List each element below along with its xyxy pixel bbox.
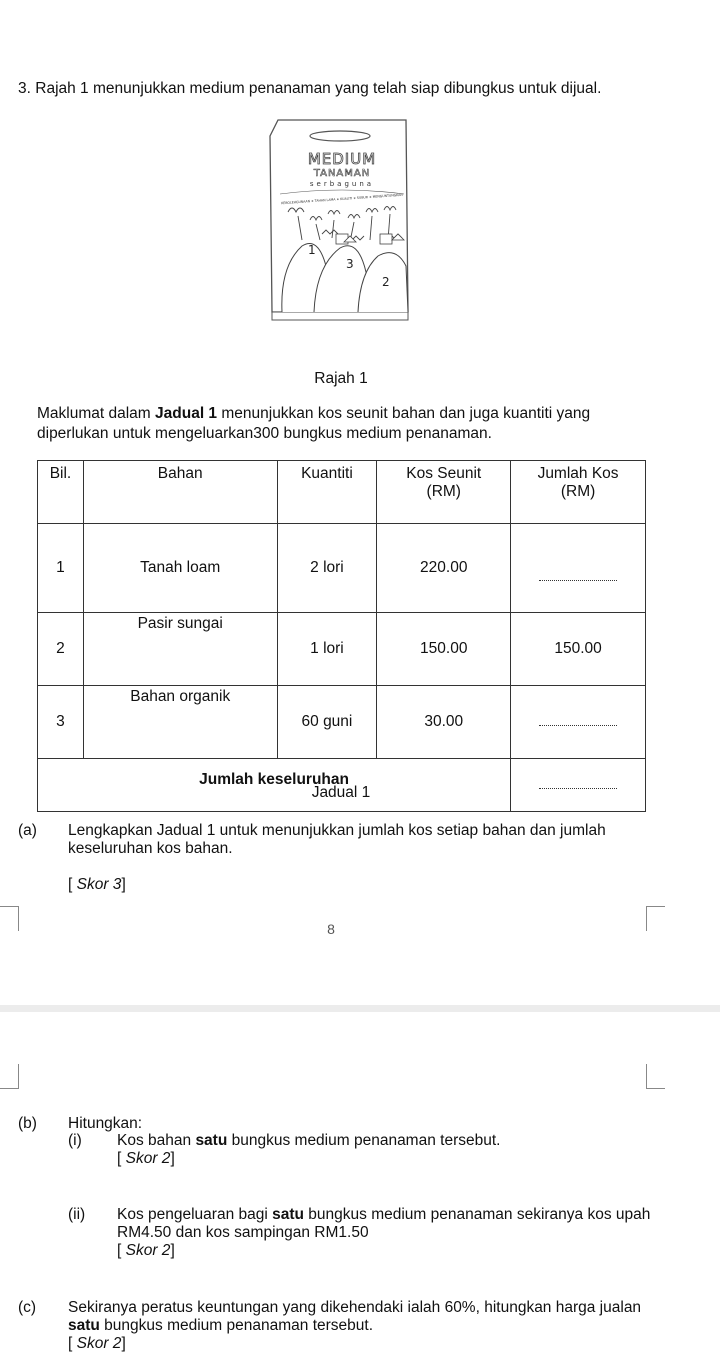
row1-bahan: Tanah loam [83, 524, 277, 613]
b-ii-score-text: Skor 2 [125, 1242, 171, 1259]
table-row [38, 524, 646, 613]
b-ii-bold: satu [272, 1206, 304, 1223]
part-b-i-text [117, 1132, 657, 1150]
b-i-score-text: Skor 2 [125, 1150, 171, 1167]
page-corner [0, 1064, 19, 1089]
intro-pre: Maklumat dalam [37, 405, 156, 422]
row1-jumlah-blank[interactable] [511, 524, 646, 613]
b-i-bold: satu [195, 1132, 228, 1149]
part-b-ii-text [117, 1206, 657, 1242]
question-number: 3. [18, 80, 31, 97]
figure-label-1: 1 [308, 243, 316, 257]
figure-label-2: 2 [382, 275, 390, 289]
header-jumlah-kos-line1: Jumlah Kos [537, 465, 619, 482]
page-corner [646, 1064, 665, 1089]
part-b-ii-score: [ Skor 2] [117, 1242, 175, 1259]
b-ii-post: bungkus medium penanaman sekiranya kos upah RM4.50 dan kos sampingan RM1.50 [117, 1206, 651, 1241]
part-a-text: Lengkapkan Jadual 1 untuk menunjukkan jumlah kos setiap bahan dan jumlah keseluruhan kos bahan. [68, 822, 606, 857]
row2-jumlah: 150.00 [511, 613, 646, 686]
cost-table [37, 460, 646, 812]
figure-label-3: 3 [346, 257, 354, 271]
answer-blank[interactable] [539, 724, 617, 726]
score-open: [ [68, 876, 77, 893]
header-kos-seunit [377, 461, 511, 524]
row3-bil: 3 [38, 686, 84, 759]
figure-caption: Rajah 1 [314, 370, 368, 387]
package-illustration [262, 116, 412, 324]
score-close: ] [121, 876, 126, 893]
row3-jumlah-blank[interactable] [511, 686, 646, 759]
part-a-score [68, 876, 126, 894]
c-post: bungkus medium penanaman tersebut. [99, 1317, 374, 1334]
table-header-row [38, 461, 646, 524]
header-kuantiti: Kuantiti [277, 461, 377, 524]
total-label-text: Jumlah keseluruhan [199, 771, 349, 788]
part-b-label: (b) [18, 1115, 37, 1132]
part-c-score: [ Skor 2] [68, 1335, 126, 1352]
table-row [38, 686, 646, 759]
b-ii-pre: Kos pengeluaran bagi [117, 1206, 273, 1223]
question-intro-text: menunjukkan medium penanaman yang telah siap dibungkus untuk dijual. [88, 80, 602, 97]
answer-blank[interactable] [539, 579, 617, 581]
row3-kuantiti: 60 guni [277, 686, 377, 759]
table-caption: Jadual 1 [311, 784, 371, 801]
b-i-post: bungkus medium penanaman tersebut. [227, 1132, 501, 1149]
score-text: Skor 3 [76, 876, 122, 893]
package-line3: serbaguna [309, 180, 375, 188]
package-strip: KEBOLEHGUNAAN ∗ TAHAN LAMA ∗ KUALITI ∗ SUBUR ∗ MENGUNTUNGKAN [281, 192, 403, 206]
part-a-label: (a) [18, 822, 37, 839]
intro-paragraph [37, 404, 657, 444]
c-bold: satu [68, 1317, 100, 1334]
row2-kos: 150.00 [377, 613, 511, 686]
package-line2: TANAMAN [313, 168, 371, 179]
question-intro-ref: Rajah 1 [35, 80, 89, 97]
row2-kuantiti: 1 lori [277, 613, 377, 686]
row1-bil: 1 [38, 524, 84, 613]
page-divider [0, 1005, 720, 1012]
table-row [38, 613, 646, 686]
b-i-pre: Kos bahan [117, 1132, 196, 1149]
header-kos-seunit-line1: Kos Seunit [406, 465, 482, 482]
intro-bold: Jadual 1 [155, 405, 218, 422]
c-score-text: Skor 2 [76, 1335, 122, 1352]
header-bil: Bil. [38, 461, 84, 524]
package-line1: MEDIUM [307, 150, 377, 168]
row2-bil: 2 [38, 613, 84, 686]
part-b-i-score: [ Skor 2] [117, 1150, 175, 1167]
c-pre: Sekiranya peratus keuntungan yang dikehendaki ialah 60%, hitungkan harga jualan [68, 1299, 642, 1316]
page-number: 8 [327, 921, 335, 937]
question-heading [18, 80, 601, 98]
row1-kos: 220.00 [377, 524, 511, 613]
part-b-i-label: (i) [68, 1132, 82, 1149]
header-kos-seunit-line2: (RM) [426, 483, 461, 500]
part-c-text [68, 1299, 668, 1335]
row3-kos: 30.00 [377, 686, 511, 759]
part-b-intro: Hitungkan: [68, 1115, 143, 1132]
part-c-label: (c) [18, 1299, 37, 1316]
intro-post: menunjukkan kos seunit bahan dan juga kuantiti yang diperlukan untuk mengeluarkan300 bungkus medium penanaman. [37, 405, 591, 442]
header-jumlah-kos [511, 461, 646, 524]
header-bahan: Bahan [83, 461, 277, 524]
row2-bahan: Pasir sungai [83, 613, 277, 686]
header-jumlah-kos-line2: (RM) [560, 483, 596, 500]
part-b-ii-label: (ii) [68, 1206, 86, 1223]
row1-kuantiti: 2 lori [277, 524, 377, 613]
row3-bahan: Bahan organik [83, 686, 277, 759]
